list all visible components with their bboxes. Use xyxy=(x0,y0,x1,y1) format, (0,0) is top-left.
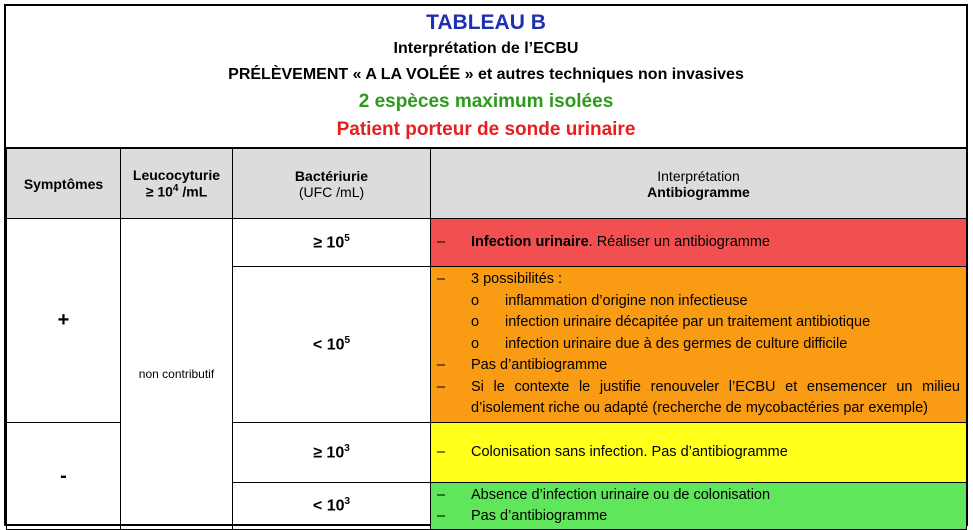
subtitle-ecbu: Interprétation de l’ECBU xyxy=(393,40,579,57)
bullet-marker: o xyxy=(471,292,480,309)
col-bact-line2: (UFC /mL) xyxy=(298,183,365,200)
dash-marker: – xyxy=(437,357,446,374)
row1-strong: Infection urinaire xyxy=(471,234,589,250)
leucocyturie-value: non contributif xyxy=(121,219,233,530)
symptom-plus: + xyxy=(7,219,121,423)
row2-item2-text: Pas d’antibiogramme xyxy=(471,357,608,374)
dash-marker: – xyxy=(437,378,446,395)
table-title: TABLEAU B xyxy=(426,11,546,34)
col-leucocyturie xyxy=(121,149,233,219)
subtitle-especes: 2 espèces maximum isolées xyxy=(358,91,614,112)
bact-exp-row3: 3 xyxy=(344,442,350,454)
symptom-minus: - xyxy=(7,423,121,530)
col-symptomes-label: Symptômes xyxy=(23,175,104,192)
bact-exp-row2: 5 xyxy=(344,334,351,346)
bact-base-row3: ≥ 10 xyxy=(313,444,345,462)
row2-subitem xyxy=(437,312,960,334)
dash-marker: – xyxy=(437,444,446,460)
subtitle-prelevement: PRÉLÈVEMENT « A LA VOLÉE » et autres techniques non invasives xyxy=(228,66,744,83)
interpretation-row1 xyxy=(431,219,967,267)
col-leuco-exp: 4 xyxy=(172,183,179,195)
interpretation-row2 xyxy=(431,267,967,423)
interpretation-table xyxy=(6,148,967,530)
col-interp-line1: Interprétation xyxy=(657,167,740,184)
dash-marker: – xyxy=(437,234,446,250)
subtitle-sonde: Patient porteur de sonde urinaire xyxy=(336,119,636,140)
interpretation-row3 xyxy=(431,423,967,483)
row2-item3 xyxy=(437,377,960,420)
row1-rest: . Réaliser un antibiogramme xyxy=(588,234,770,250)
dash-marker: – xyxy=(437,487,446,503)
col-interpretation xyxy=(431,149,967,219)
tableau-b xyxy=(4,4,968,526)
row2-intro-text: 3 possibilités : xyxy=(471,271,563,288)
col-leuco-unit: /mL xyxy=(178,183,208,200)
col-bact-line1: Bactériurie xyxy=(294,167,369,184)
bact-base-row4: < 10 xyxy=(312,497,345,515)
col-leuco-base: ≥ 10 xyxy=(145,183,173,200)
dash-marker: – xyxy=(437,508,446,524)
row1-item xyxy=(437,232,960,253)
bact-exp-row1: 5 xyxy=(344,232,350,244)
row2-item2 xyxy=(437,355,960,377)
bact-value-row4 xyxy=(233,483,431,530)
col-leuco-line1: Leucocyturie xyxy=(132,167,221,184)
row2-item3-text: Si le contexte le justifie renouveler l’ECBU et ensemencer un milieu d’isolement riche ou adapté (recherche de mycobactéries par exemple) xyxy=(471,378,960,417)
bact-exp-row4: 3 xyxy=(344,496,351,508)
col-bacteriurie xyxy=(233,149,431,219)
row2-subitem-text: infection urinaire décapitée par un traitement antibiotique xyxy=(505,314,871,331)
row4-item1-text: Absence d’infection urinaire ou de colonisation xyxy=(471,487,771,503)
bullet-marker: o xyxy=(471,314,480,331)
row2-subitem xyxy=(437,334,960,356)
row2-subitem xyxy=(437,291,960,313)
col-symptomes xyxy=(7,149,121,219)
row1-text xyxy=(471,232,960,253)
row2-intro xyxy=(437,269,960,291)
bact-value-row2 xyxy=(233,267,431,423)
col-interp-line2: Antibiogramme xyxy=(647,183,750,200)
bact-base-row2: < 10 xyxy=(312,336,345,354)
bact-base-row1: ≥ 10 xyxy=(313,234,345,252)
row3-item xyxy=(437,442,960,463)
row4-item2 xyxy=(437,506,960,527)
interpretation-row4 xyxy=(431,483,967,530)
bact-value-row1 xyxy=(233,219,431,267)
col-leuco-line2 xyxy=(121,183,232,200)
row4-item1 xyxy=(437,485,960,506)
row2-subitem-text: infection urinaire due à des germes de culture difficile xyxy=(505,335,848,352)
dash-marker: – xyxy=(437,271,446,288)
column-header-row xyxy=(7,149,967,219)
bact-value-row3 xyxy=(233,423,431,483)
row4-item2-text: Pas d’antibiogramme xyxy=(471,508,608,524)
table-row xyxy=(7,219,967,267)
row2-subitem-text: inflammation d’origine non infectieuse xyxy=(505,292,748,309)
row3-text: Colonisation sans infection. Pas d’antibiogramme xyxy=(471,444,788,460)
table-header xyxy=(6,6,966,148)
bullet-marker: o xyxy=(471,335,480,352)
